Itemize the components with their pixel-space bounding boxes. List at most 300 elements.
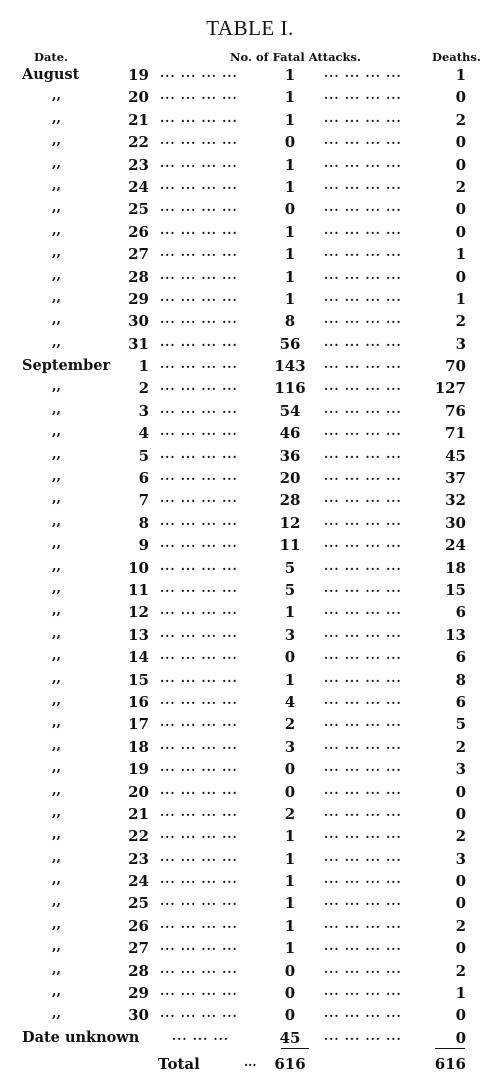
row-attacks: 8 bbox=[284, 312, 296, 331]
total-rule-deaths bbox=[435, 1048, 465, 1049]
row-attacks: 2 bbox=[284, 715, 296, 734]
row-month: ,, bbox=[52, 939, 62, 955]
table-row bbox=[0, 646, 500, 668]
row-deaths: 3 bbox=[455, 334, 466, 353]
row-day: 12 bbox=[128, 603, 149, 622]
row-day: 7 bbox=[138, 491, 149, 510]
row-month: ,, bbox=[52, 984, 62, 1000]
row-leader-dots: ... ... ... ... bbox=[324, 446, 402, 461]
row-day: 25 bbox=[128, 200, 149, 219]
row-leader-dots: ... ... ... ... bbox=[324, 961, 402, 976]
row-deaths: 127 bbox=[434, 379, 466, 398]
row-leader-dots: ... ... ... ... bbox=[160, 536, 238, 551]
row-month: ,, bbox=[52, 469, 62, 485]
row-month: ,, bbox=[52, 513, 62, 529]
row-month: ,, bbox=[52, 737, 62, 753]
row-attacks: 12 bbox=[279, 513, 301, 532]
row-day: 8 bbox=[138, 513, 149, 532]
row-leader-dots: ... ... ... ... bbox=[160, 289, 238, 304]
table-row bbox=[0, 400, 500, 422]
row-month: ,, bbox=[52, 782, 62, 798]
row-deaths: 2 bbox=[455, 961, 466, 980]
row-leader-dots: ... ... ... ... bbox=[324, 1006, 402, 1021]
row-leader-dots: ... ... ... ... bbox=[324, 849, 402, 864]
table-row bbox=[0, 288, 500, 310]
row-month: ,, bbox=[52, 536, 62, 552]
row-leader-dots: ... ... ... ... bbox=[324, 648, 402, 663]
row-attacks: 0 bbox=[284, 961, 296, 980]
row-leader-dots: ... ... ... ... bbox=[324, 200, 402, 215]
row-leader-dots: ... ... ... ... bbox=[160, 961, 238, 976]
table-row bbox=[0, 154, 500, 176]
table-row bbox=[0, 333, 500, 355]
table-row bbox=[0, 579, 500, 601]
row-deaths: 2 bbox=[455, 916, 466, 935]
row-attacks: 36 bbox=[279, 446, 301, 465]
row-attacks: 0 bbox=[284, 1006, 296, 1025]
row-month: ,, bbox=[52, 670, 62, 686]
row-leader-dots: ... ... ... ... bbox=[160, 357, 238, 372]
row-leader-dots: ... ... ... ... bbox=[324, 670, 402, 685]
row-deaths: 1 bbox=[455, 66, 466, 84]
table-row bbox=[0, 848, 500, 870]
row-leader-dots: ... ... ... ... bbox=[324, 424, 402, 439]
row-leader-dots: ... ... ... ... bbox=[324, 267, 402, 282]
row-day: 23 bbox=[128, 155, 149, 174]
row-month: ,, bbox=[52, 961, 62, 977]
row-leader-dots: ... ... ... ... bbox=[324, 312, 402, 327]
row-month: ,, bbox=[52, 200, 62, 216]
row-attacks: 2 bbox=[284, 804, 296, 823]
row-leader-dots: ... ... ... ... bbox=[160, 939, 238, 954]
row-attacks: 1 bbox=[284, 177, 296, 196]
row-deaths: 24 bbox=[445, 536, 466, 555]
row-deaths: 1 bbox=[455, 984, 466, 1003]
row-leader-dots: ... ... ... ... bbox=[324, 558, 402, 573]
row-deaths: 13 bbox=[445, 625, 466, 644]
row-deaths: 0 bbox=[455, 894, 466, 913]
row-leader-dots: ... ... ... ... bbox=[324, 177, 402, 192]
row-deaths: 2 bbox=[455, 737, 466, 756]
row-day: 13 bbox=[128, 625, 149, 644]
row-month: ,, bbox=[52, 804, 62, 820]
row-month: ,, bbox=[52, 849, 62, 865]
row-leader-dots: ... ... ... ... bbox=[160, 491, 238, 506]
row-attacks: 1 bbox=[284, 849, 296, 868]
row-deaths: 2 bbox=[455, 827, 466, 846]
row-day: 26 bbox=[128, 222, 149, 241]
row-leader-dots: ... ... ... ... bbox=[160, 1006, 238, 1021]
row-leader-dots: ... ... ... ... bbox=[324, 760, 402, 775]
row-attacks: 56 bbox=[279, 334, 301, 353]
row-leader-dots: ... ... ... ... bbox=[160, 603, 238, 618]
row-leader-dots: ... ... ... ... bbox=[324, 872, 402, 887]
row-month: ,, bbox=[52, 267, 62, 283]
row-month: August bbox=[22, 66, 80, 83]
row-leader-dots: ... ... ... ... bbox=[160, 177, 238, 192]
row-deaths: 2 bbox=[455, 110, 466, 129]
row-deaths: 0 bbox=[455, 200, 466, 219]
header-date: Date. bbox=[34, 50, 69, 64]
row-month: ,, bbox=[52, 334, 62, 350]
row-leader-dots: ... ... ... ... bbox=[160, 916, 238, 931]
row-month: ,, bbox=[52, 872, 62, 888]
row-month: ,, bbox=[52, 222, 62, 238]
row-month: ,, bbox=[52, 289, 62, 305]
row-day: 29 bbox=[128, 984, 149, 1003]
row-leader-dots: ... ... ... ... bbox=[160, 334, 238, 349]
row-deaths: 0 bbox=[455, 804, 466, 823]
row-day: 11 bbox=[128, 580, 149, 599]
row-attacks: 1 bbox=[284, 916, 296, 935]
row-leader-dots: ... ... ... ... bbox=[324, 804, 402, 819]
row-attacks: 28 bbox=[279, 491, 301, 510]
row-leader-dots: ... ... ... ... bbox=[160, 715, 238, 730]
row-deaths: 2 bbox=[455, 177, 466, 196]
row-month: ,, bbox=[52, 715, 62, 731]
row-attacks: 1 bbox=[284, 289, 296, 308]
row-leader-dots: ... ... ... ... bbox=[160, 872, 238, 887]
row-attacks: 1 bbox=[284, 155, 296, 174]
row-month: ,, bbox=[52, 692, 62, 708]
row-deaths: 5 bbox=[455, 715, 466, 734]
row-attacks: 1 bbox=[284, 670, 296, 689]
row-attacks: 1 bbox=[284, 222, 296, 241]
table-row bbox=[0, 422, 500, 444]
row-month: ,, bbox=[52, 648, 62, 664]
row-month: ,, bbox=[52, 155, 62, 171]
row-deaths: 0 bbox=[455, 1028, 466, 1047]
row-attacks: 1 bbox=[284, 110, 296, 129]
row-attacks: 0 bbox=[284, 133, 296, 152]
table-row bbox=[0, 445, 500, 467]
row-leader-dots: ... ... ... ... bbox=[160, 469, 238, 484]
row-deaths: 1 bbox=[455, 245, 466, 264]
row-leader-dots: ... ... ... ... bbox=[324, 536, 402, 551]
header-fatal-attacks: No. of Fatal Attacks. bbox=[230, 50, 361, 64]
row-deaths: 6 bbox=[455, 648, 466, 667]
row-day: 15 bbox=[128, 670, 149, 689]
row-attacks: 0 bbox=[284, 760, 296, 779]
row-leader-dots: ... ... ... ... bbox=[324, 334, 402, 349]
table-row bbox=[0, 601, 500, 623]
row-month: ,, bbox=[52, 894, 62, 910]
row-leader-dots: ... ... ... ... bbox=[324, 289, 402, 304]
row-leader-dots: ... ... ... ... bbox=[160, 648, 238, 663]
row-leader-dots: ... ... ... ... bbox=[324, 782, 402, 797]
table-row bbox=[0, 377, 500, 399]
table-row bbox=[0, 825, 500, 847]
table-row bbox=[0, 937, 500, 959]
row-attacks: 0 bbox=[284, 984, 296, 1003]
row-leader-dots: ... ... ... ... bbox=[160, 401, 238, 416]
row-leader-dots: ... ... ... bbox=[172, 1028, 229, 1043]
row-month: ,, bbox=[52, 110, 62, 126]
row-leader-dots: ... ... ... ... bbox=[160, 804, 238, 819]
row-leader-dots: ... ... ... ... bbox=[160, 558, 238, 573]
table-row bbox=[0, 198, 500, 220]
row-leader-dots: ... ... ... ... bbox=[324, 894, 402, 909]
row-deaths: 15 bbox=[445, 580, 466, 599]
row-day: 14 bbox=[128, 648, 149, 667]
row-deaths: 37 bbox=[445, 469, 466, 488]
row-day: 9 bbox=[138, 536, 149, 555]
total-label: Total bbox=[158, 1055, 200, 1073]
row-month: ,, bbox=[52, 245, 62, 261]
row-deaths: 70 bbox=[445, 357, 466, 376]
row-leader-dots: ... ... ... ... bbox=[160, 379, 238, 394]
row-deaths: 76 bbox=[445, 401, 466, 420]
row-attacks: 46 bbox=[279, 424, 301, 443]
row-leader-dots: ... ... ... ... bbox=[324, 245, 402, 260]
row-day: 28 bbox=[128, 961, 149, 980]
row-attacks: 1 bbox=[284, 894, 296, 913]
row-leader-dots: ... ... ... ... bbox=[160, 760, 238, 775]
row-deaths: 0 bbox=[455, 782, 466, 801]
row-month: ,, bbox=[52, 491, 62, 507]
row-leader-dots: ... ... ... ... bbox=[324, 379, 402, 394]
row-day: 19 bbox=[128, 66, 149, 84]
row-attacks: 0 bbox=[284, 200, 296, 219]
table-row bbox=[0, 803, 500, 825]
row-deaths: 32 bbox=[445, 491, 466, 510]
table-row bbox=[0, 64, 500, 86]
row-day: 21 bbox=[128, 110, 149, 129]
row-day: 5 bbox=[138, 446, 149, 465]
row-attacks: 1 bbox=[284, 827, 296, 846]
total-rule-attacks bbox=[281, 1048, 309, 1049]
row-leader-dots: ... ... ... ... bbox=[324, 692, 402, 707]
row-deaths: 6 bbox=[455, 692, 466, 711]
row-leader-dots: ... ... ... ... bbox=[324, 827, 402, 842]
table-row bbox=[0, 691, 500, 713]
table-row bbox=[0, 221, 500, 243]
row-leader-dots: ... ... ... ... bbox=[160, 88, 238, 103]
table-row bbox=[0, 109, 500, 131]
table-body bbox=[0, 64, 500, 1049]
table-row bbox=[0, 1004, 500, 1026]
row-leader-dots: ... ... ... ... bbox=[324, 491, 402, 506]
row-month: ,, bbox=[52, 446, 62, 462]
row-day: 24 bbox=[128, 872, 149, 891]
row-leader-dots: ... ... ... ... bbox=[160, 782, 238, 797]
row-day: 21 bbox=[128, 804, 149, 823]
row-month: ,, bbox=[52, 88, 62, 104]
row-day: 26 bbox=[128, 916, 149, 935]
row-deaths: 45 bbox=[445, 446, 466, 465]
row-month: ,, bbox=[52, 916, 62, 932]
row-leader-dots: ... ... ... ... bbox=[160, 849, 238, 864]
table-row bbox=[0, 243, 500, 265]
table-row bbox=[0, 960, 500, 982]
table-row bbox=[0, 557, 500, 579]
row-attacks: 54 bbox=[279, 401, 301, 420]
row-deaths: 3 bbox=[455, 760, 466, 779]
row-leader-dots: ... ... ... ... bbox=[324, 939, 402, 954]
table-row bbox=[0, 489, 500, 511]
table-row bbox=[0, 310, 500, 332]
row-deaths: 71 bbox=[445, 424, 466, 443]
row-day: 29 bbox=[128, 289, 149, 308]
row-deaths: 0 bbox=[455, 155, 466, 174]
row-deaths: 8 bbox=[455, 670, 466, 689]
row-leader-dots: ... ... ... ... bbox=[324, 916, 402, 931]
row-leader-dots: ... ... ... ... bbox=[160, 984, 238, 999]
row-month: ,, bbox=[52, 558, 62, 574]
row-leader-dots: ... ... ... ... bbox=[324, 603, 402, 618]
row-leader-dots: ... ... ... ... bbox=[160, 513, 238, 528]
row-month: ,, bbox=[52, 401, 62, 417]
row-leader-dots: ... ... ... ... bbox=[160, 446, 238, 461]
row-deaths: 0 bbox=[455, 939, 466, 958]
row-deaths: 2 bbox=[455, 312, 466, 331]
row-leader-dots: ... ... ... ... bbox=[324, 625, 402, 640]
row-attacks: 45 bbox=[279, 1028, 301, 1047]
row-deaths: 0 bbox=[455, 133, 466, 152]
row-leader-dots: ... ... ... ... bbox=[324, 222, 402, 237]
row-day: 27 bbox=[128, 245, 149, 264]
table-row bbox=[0, 713, 500, 735]
row-day: 16 bbox=[128, 692, 149, 711]
row-leader-dots: ... ... ... ... bbox=[324, 401, 402, 416]
row-attacks: 1 bbox=[284, 939, 296, 958]
row-month: ,, bbox=[52, 827, 62, 843]
row-day: 30 bbox=[128, 312, 149, 331]
row-attacks: 3 bbox=[284, 737, 296, 756]
row-leader-dots: ... ... ... ... bbox=[324, 580, 402, 595]
row-leader-dots: ... ... ... ... bbox=[324, 715, 402, 730]
row-attacks: 1 bbox=[284, 267, 296, 286]
row-leader-dots: ... ... ... ... bbox=[324, 88, 402, 103]
row-leader-dots: ... ... ... ... bbox=[160, 625, 238, 640]
row-day: 6 bbox=[138, 469, 149, 488]
row-attacks: 1 bbox=[284, 603, 296, 622]
table-row bbox=[0, 86, 500, 108]
row-leader-dots: ... ... ... ... bbox=[160, 670, 238, 685]
row-attacks: 143 bbox=[274, 357, 306, 376]
row-leader-dots: ... ... ... ... bbox=[160, 692, 238, 707]
table-row bbox=[0, 512, 500, 534]
table-row bbox=[0, 266, 500, 288]
row-day: 23 bbox=[128, 849, 149, 868]
row-month: ,, bbox=[52, 625, 62, 641]
row-attacks: 4 bbox=[284, 692, 296, 711]
row-deaths: 0 bbox=[455, 1006, 466, 1025]
row-leader-dots: ... ... ... ... bbox=[324, 133, 402, 148]
table-row bbox=[0, 131, 500, 153]
row-attacks: 1 bbox=[284, 245, 296, 264]
row-day: 20 bbox=[128, 88, 149, 107]
row-attacks: 11 bbox=[279, 536, 301, 555]
row-day: 28 bbox=[128, 267, 149, 286]
table-row bbox=[0, 624, 500, 646]
row-month: September bbox=[22, 357, 111, 375]
row-month: ,, bbox=[52, 580, 62, 596]
table-row bbox=[0, 892, 500, 914]
row-month: ,, bbox=[52, 177, 62, 193]
row-month: ,, bbox=[52, 133, 62, 149]
row-leader-dots: ... ... ... ... bbox=[324, 1028, 402, 1043]
row-day: 31 bbox=[128, 334, 149, 353]
row-month: Date unknown bbox=[22, 1028, 140, 1046]
row-leader-dots: ... ... ... ... bbox=[160, 155, 238, 170]
row-deaths: 0 bbox=[455, 222, 466, 241]
table-row bbox=[0, 870, 500, 892]
row-leader-dots: ... ... ... ... bbox=[160, 66, 238, 80]
row-month: ,, bbox=[52, 379, 62, 395]
row-leader-dots: ... ... ... ... bbox=[160, 133, 238, 148]
table-row bbox=[0, 915, 500, 937]
row-leader-dots: ... ... ... ... bbox=[160, 200, 238, 215]
row-month: ,, bbox=[52, 312, 62, 328]
table-row bbox=[0, 669, 500, 691]
row-day: 27 bbox=[128, 939, 149, 958]
total-leader-dots: ... bbox=[244, 1055, 257, 1069]
row-day: 22 bbox=[128, 827, 149, 846]
row-attacks: 3 bbox=[284, 625, 296, 644]
row-day: 10 bbox=[128, 558, 149, 577]
row-leader-dots: ... ... ... ... bbox=[324, 155, 402, 170]
table-row bbox=[0, 176, 500, 198]
row-leader-dots: ... ... ... ... bbox=[324, 357, 402, 372]
row-day: 22 bbox=[128, 133, 149, 152]
row-leader-dots: ... ... ... ... bbox=[324, 513, 402, 528]
table-row bbox=[0, 736, 500, 758]
row-day: 24 bbox=[128, 177, 149, 196]
row-month: ,, bbox=[52, 603, 62, 619]
table-row bbox=[0, 1027, 500, 1049]
row-attacks: 0 bbox=[284, 782, 296, 801]
table-row bbox=[0, 758, 500, 780]
row-attacks: 1 bbox=[284, 88, 296, 107]
row-attacks: 1 bbox=[284, 66, 296, 84]
row-attacks: 1 bbox=[284, 872, 296, 891]
row-deaths: 0 bbox=[455, 872, 466, 891]
row-deaths: 0 bbox=[455, 267, 466, 286]
row-day: 19 bbox=[128, 760, 149, 779]
table-row bbox=[0, 467, 500, 489]
row-leader-dots: ... ... ... ... bbox=[324, 110, 402, 125]
row-day: 4 bbox=[138, 424, 149, 443]
row-deaths: 30 bbox=[445, 513, 466, 532]
row-leader-dots: ... ... ... ... bbox=[160, 222, 238, 237]
total-attacks: 616 bbox=[274, 1055, 306, 1073]
row-leader-dots: ... ... ... ... bbox=[324, 66, 402, 80]
table-row bbox=[0, 982, 500, 1004]
row-day: 1 bbox=[138, 357, 149, 376]
row-month: ,, bbox=[52, 1006, 62, 1022]
row-day: 30 bbox=[128, 1006, 149, 1025]
header-deaths: Deaths. bbox=[432, 50, 481, 64]
row-deaths: 0 bbox=[455, 88, 466, 107]
row-leader-dots: ... ... ... ... bbox=[160, 245, 238, 260]
row-day: 17 bbox=[128, 715, 149, 734]
total-deaths: 616 bbox=[434, 1055, 466, 1073]
row-leader-dots: ... ... ... ... bbox=[324, 984, 402, 999]
row-deaths: 18 bbox=[445, 558, 466, 577]
row-leader-dots: ... ... ... ... bbox=[160, 312, 238, 327]
row-attacks: 5 bbox=[284, 558, 296, 577]
row-leader-dots: ... ... ... ... bbox=[324, 737, 402, 752]
row-day: 2 bbox=[138, 379, 149, 398]
table-row bbox=[0, 355, 500, 377]
row-attacks: 5 bbox=[284, 580, 296, 599]
row-day: 20 bbox=[128, 782, 149, 801]
row-day: 3 bbox=[138, 401, 149, 420]
row-leader-dots: ... ... ... ... bbox=[160, 267, 238, 282]
row-month: ,, bbox=[52, 424, 62, 440]
table-title: TABLE I. bbox=[206, 16, 294, 40]
